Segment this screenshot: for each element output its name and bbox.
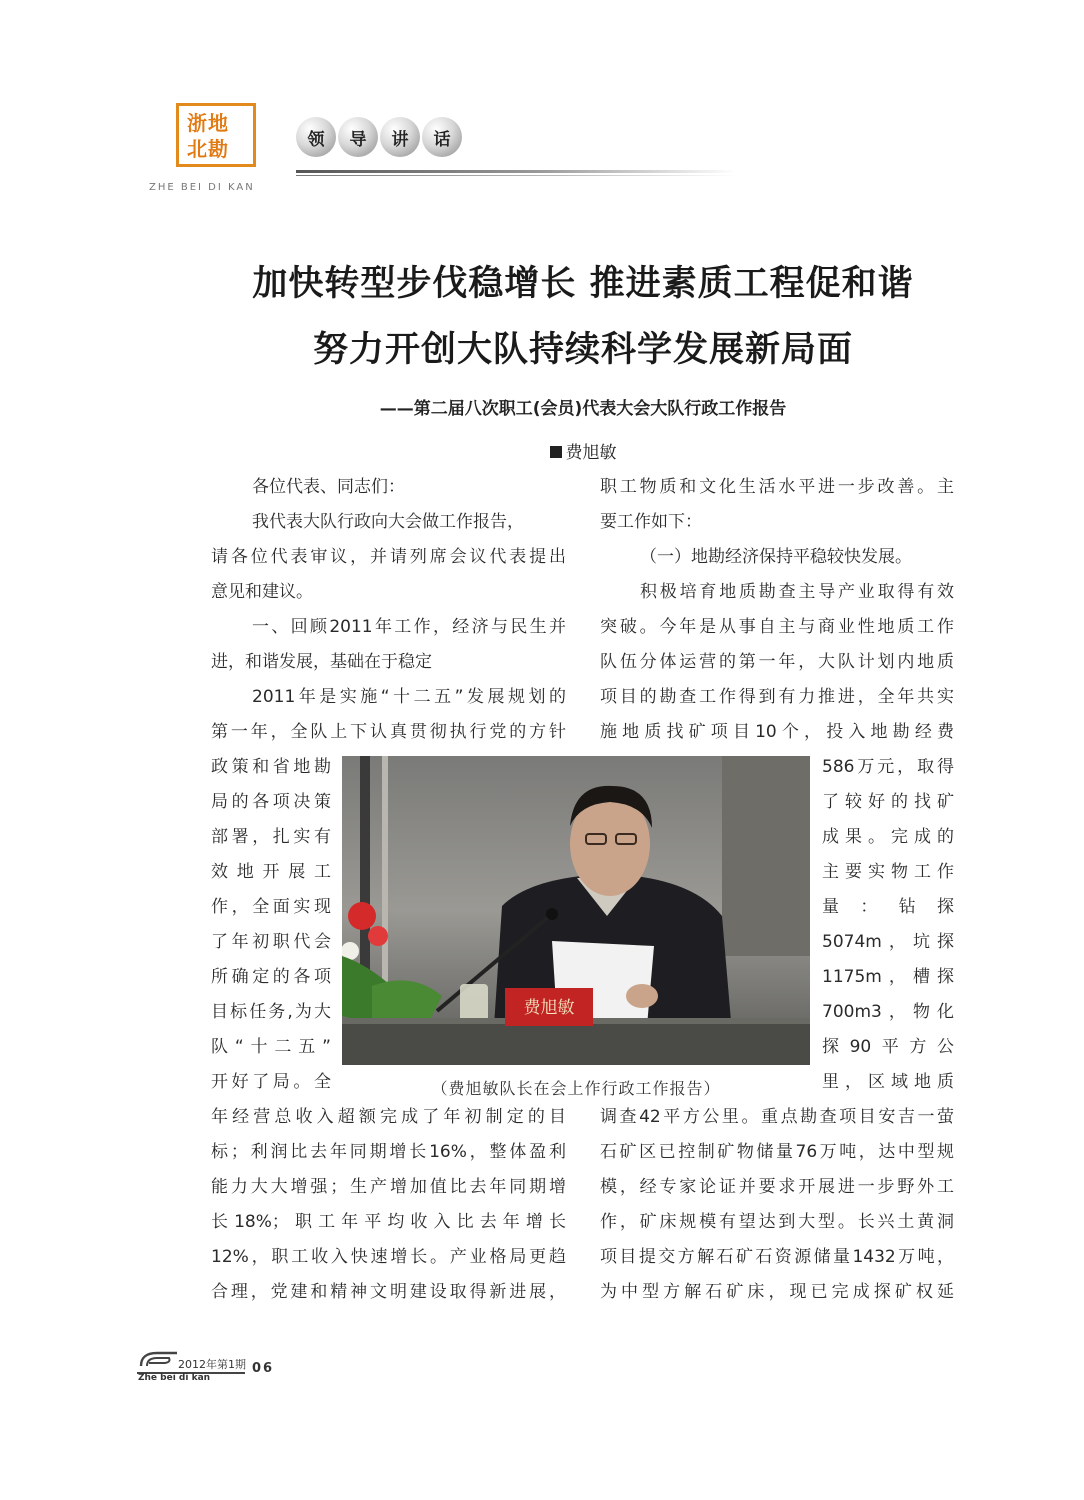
paragraph-line: 职工物质和文化生活水平进一步改善。主 bbox=[600, 477, 954, 497]
section-tag-char: 导 bbox=[338, 117, 378, 157]
section-heading: （一）地勘经济保持平稳较快发展。 bbox=[640, 547, 912, 567]
paragraph-line: 项目的勘查工作得到有力推进，全年共实 bbox=[600, 687, 954, 707]
logo-text-line2: 北勘 bbox=[187, 137, 229, 161]
paragraph-line: 请各位代表审议，并请列席会议代表提出 bbox=[211, 547, 566, 567]
paragraph-line: 了年初职代会 bbox=[211, 932, 331, 952]
paragraph-line: 一、回顾2011年工作，经济与民生并 bbox=[252, 617, 566, 637]
section-tag-char: 话 bbox=[422, 117, 462, 157]
footer-brand: Zhe bei di kan bbox=[138, 1373, 211, 1383]
paragraph-line: 效地开展工 bbox=[211, 862, 331, 882]
paragraph-line: 700m3，物化 bbox=[822, 1002, 954, 1022]
paragraph-line: 12%，职工收入快速增长。产业格局更趋 bbox=[211, 1247, 566, 1267]
paragraph-line: 政策和省地勘 bbox=[211, 757, 331, 777]
paragraph-line: 部署，扎实有 bbox=[211, 827, 331, 847]
paragraph-line: 目标任务,为大 bbox=[211, 1002, 331, 1022]
paragraph-line: 5074m，坑探 bbox=[822, 932, 954, 952]
paragraph-line: 积极培育地质勘查主导产业取得有效 bbox=[640, 582, 954, 602]
paragraph-line: 队伍分体运营的第一年，大队计划内地质 bbox=[600, 652, 954, 672]
section-tag-char: 领 bbox=[296, 117, 336, 157]
paragraph-line: 项目提交方解石矿石资源储量1432万吨， bbox=[600, 1247, 954, 1267]
paragraph-line: 成果。完成的 bbox=[822, 827, 954, 847]
paragraph-line: 1175m，槽探 bbox=[822, 967, 954, 987]
paragraph-line: 局的各项决策 bbox=[211, 792, 331, 812]
article-title-line2: 努力开创大队持续科学发展新局面 bbox=[312, 330, 853, 370]
paragraph-line: 要工作如下： bbox=[600, 512, 702, 532]
article-subtitle: ——第二届八次职工(会员)代表大会大队行政工作报告 bbox=[379, 399, 787, 419]
photo-caption: （费旭敏队长在会上作行政工作报告） bbox=[431, 1079, 721, 1098]
paragraph-line: 标；利润比去年同期增长16%，整体盈利 bbox=[211, 1142, 566, 1162]
paragraph-line: 586万元，取得 bbox=[822, 757, 954, 777]
section-tag-char: 讲 bbox=[380, 117, 420, 157]
paragraph-line: 第一年，全队上下认真贯彻执行党的方针 bbox=[211, 722, 566, 742]
section-tag bbox=[296, 117, 462, 157]
footer-logo-icon bbox=[137, 1350, 181, 1372]
paragraph-line: 作，全面实现 bbox=[211, 897, 331, 917]
paragraph-line: 为中型方解石矿床，现已完成探矿权延 bbox=[600, 1282, 954, 1302]
author-byline bbox=[150, 438, 1016, 463]
paragraph-line: 队“十二五” bbox=[211, 1037, 331, 1057]
footer-issue: 2012年第1期 bbox=[178, 1358, 246, 1371]
paragraph-line: 模，经专家论证并要求开展进一步野外工 bbox=[600, 1177, 954, 1197]
paragraph-line: 主要实物工作 bbox=[822, 862, 954, 882]
logo-subtitle: ZHE BEI DI KAN bbox=[149, 182, 255, 193]
paragraph-line: 石矿区已控制矿物储量76万吨，达中型规 bbox=[600, 1142, 954, 1162]
paragraph-line: 开好了局。全 bbox=[211, 1072, 331, 1092]
paragraph-line: 2011年是实施“十二五”发展规划的 bbox=[252, 687, 566, 707]
paragraph-line: 作，矿床规模有望达到大型。长兴土黄洞 bbox=[600, 1212, 954, 1232]
nameplate-text: 费旭敏 bbox=[523, 998, 575, 1018]
paragraph-line: 进，和谐发展，基础在于稳定 bbox=[211, 652, 432, 672]
header-divider bbox=[296, 170, 736, 177]
paragraph-line: 合理，党建和精神文明建设取得新进展， bbox=[211, 1282, 566, 1302]
paragraph-line: 突破。今年是从事自主与商业性地质工作 bbox=[600, 617, 954, 637]
paragraph-line: 了较好的找矿 bbox=[822, 792, 954, 812]
magazine-logo bbox=[176, 103, 256, 167]
page-number: 06 bbox=[252, 1361, 275, 1376]
paragraph-line: 我代表大队行政向大会做工作报告， bbox=[252, 512, 524, 532]
paragraph-line: 施地质找矿项目10个，投入地勘经费 bbox=[600, 722, 954, 742]
paragraph-line: 长18%；职工年平均收入比去年增长 bbox=[211, 1212, 566, 1232]
paragraph-line: 能力大大增强；生产增加值比去年同期增 bbox=[211, 1177, 566, 1197]
paragraph-line: 里，区域地质 bbox=[822, 1072, 954, 1092]
paragraph-line: 量：钻探 bbox=[822, 897, 954, 917]
paragraph-line: 调查42平方公里。重点勘查项目安吉一萤 bbox=[600, 1107, 954, 1127]
paragraph-line: 所确定的各项 bbox=[211, 967, 331, 987]
paragraph-line: 探90平方公 bbox=[822, 1037, 954, 1057]
paragraph-line: 意见和建议。 bbox=[211, 582, 313, 602]
author-name: 费旭敏 bbox=[565, 443, 617, 463]
logo-text-line1: 浙地 bbox=[187, 111, 229, 135]
byline-square-icon bbox=[550, 446, 562, 458]
speaker-photo bbox=[342, 756, 810, 1065]
article-title-line1: 加快转型步伐稳增长 推进素质工程促和谐 bbox=[252, 264, 914, 304]
paragraph-line: 各位代表、同志们： bbox=[252, 477, 405, 497]
paragraph-line: 年经营总收入超额完成了年初制定的目 bbox=[211, 1107, 566, 1127]
